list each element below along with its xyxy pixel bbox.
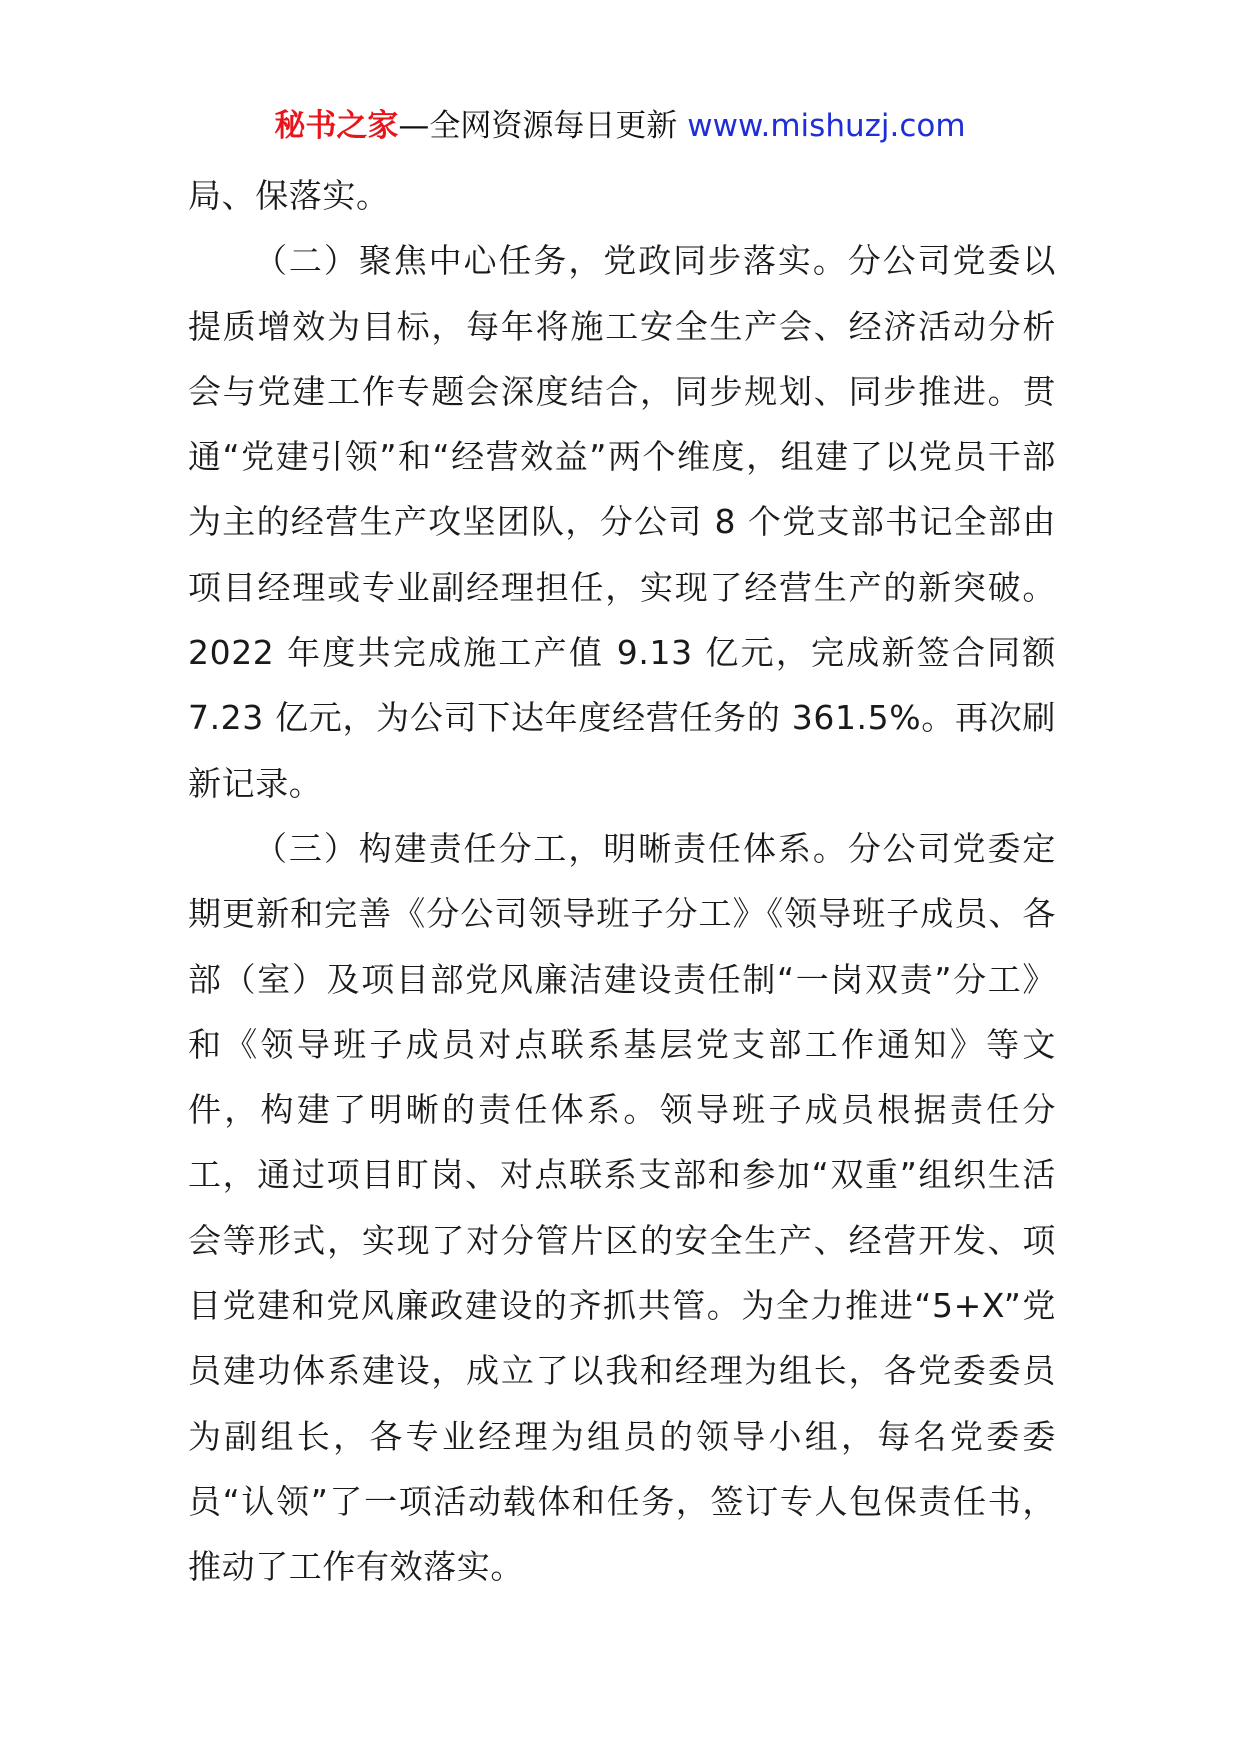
document-body bbox=[188, 163, 1056, 1600]
paragraph-section-3: （三）构建责任分工，明晰责任体系。分公司党委定期更新和完善《分公司领导班子分工》《领导班子成员、各部（室）及项目部党风廉洁建设责任制“一岗双责”分工》和《领导班子成员对点联系基层党支部工作通知》等文件，构建了明晰的责任体系。领导班子成员根据责任分工，通过项目盯岗、对点联系支部和参加“双重”组织生活会等形式，实现了对分管片区的安全生产、经营开发、项目党建和党风廉政建设的齐抓共管。为全力推进“5+X”党员建功体系建设，成立了以我和经理为组长，各党委委员为副组长，各专业经理为组员的领导小组，每名党委委员“认领”了一项活动载体和任务，签订专人包保责任书，推动了工作有效落实。 bbox=[188, 828, 1056, 1587]
website-link[interactable]: www.mishuzj.com bbox=[687, 108, 966, 144]
paragraph-section-2: （二）聚焦中心任务，党政同步落实。分公司党委以提质增效为目标，每年将施工安全生产会、经济活动分析会与党建工作专题会深度结合，同步规划、同步推进。贯通“党建引领”和“经营效益”两个维度，组建了以党员干部为主的经营生产攻坚团队，分公司 8 个党支部书记全部由项目经理或专业副经理担任，实现了经营生产的新突破。2022 年度共完成施工产值 9.13 亿元，完成新签合同额 7.23 亿元，为公司下达年度经营任务的 361.5%。再次刷新记录。 bbox=[188, 241, 1056, 803]
header-tagline: —全网资源每日更新 bbox=[398, 108, 678, 144]
brand-name: 秘书之家 bbox=[274, 108, 399, 144]
paragraph-continuation: 局、保落实。 bbox=[188, 176, 390, 215]
page-header bbox=[0, 104, 1240, 148]
